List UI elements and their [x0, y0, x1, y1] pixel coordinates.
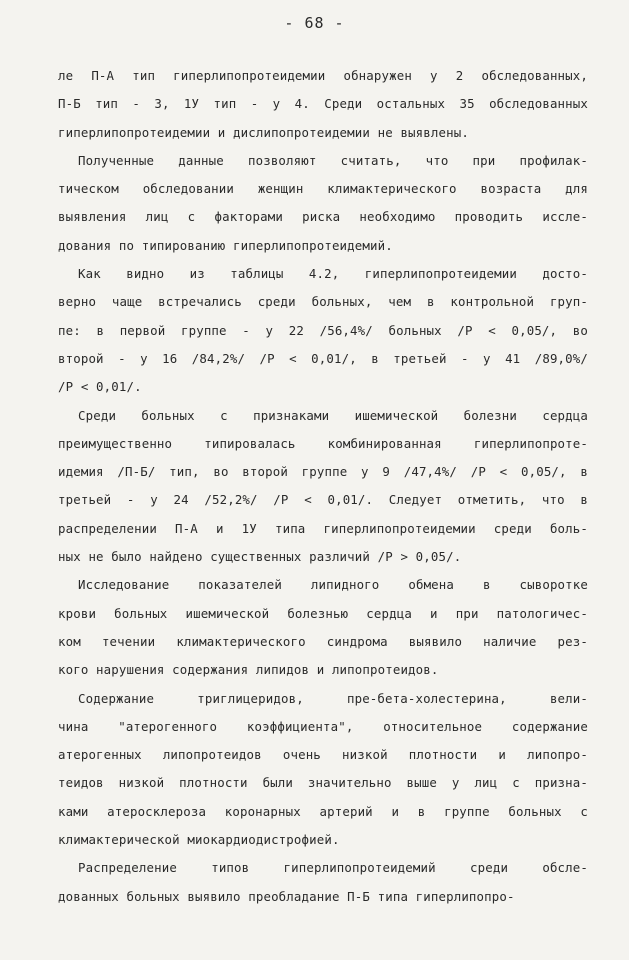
text-line: Распределение типов гиперлипопротеидемий среди обсле- [78, 860, 588, 876]
page-number: - 68 - [284, 14, 345, 32]
text-line: ком течении климактерического синдрома выявило наличие рез- [58, 633, 588, 649]
text-line: чина "атерогенного коэффициента", относительное содержание [58, 718, 588, 734]
text-line: ле П-А тип гиперлипопротеидемии обнаружен у 2 обследованных, [58, 68, 588, 83]
text-line: Исследование показателей липидного обмена в сыворотке [78, 577, 588, 593]
text-line: ных не было найдено существенных различий /Р > 0,05/. [58, 549, 462, 565]
text-line: гиперлипопротеидемии и дислипопротеидемии не выявлены. [58, 124, 469, 140]
text-line: П-Б тип - 3, 1У тип - у 4. Среди остальных 35 обследованных [58, 96, 588, 112]
text-line: тическом обследовании женщин климактерического возраста для [58, 181, 588, 197]
text-line: верно чаще встречались среди больных, чем в контрольной груп- [58, 294, 588, 310]
text-line: второй - у 16 /84,2%/ /Р < 0,01/, в третьей - у 41 /89,0%/ [58, 350, 588, 366]
text-line: крови больных ишемической болезнью сердца и при патологичес- [58, 605, 588, 621]
text-line: пе: в первой группе - у 22 /56,4%/ больных /Р < 0,05/, во [58, 322, 588, 338]
text-line: климактерической миокардиодистрофией. [58, 832, 340, 848]
text-line: кого нарушения содержания липидов и липопротеидов. [58, 662, 439, 678]
text-line: Содержание триглицеридов, пре-бета-холестерина, вели- [78, 690, 588, 706]
text-line: ками атеросклероза коронарных артерий и в группе больных с [58, 803, 588, 819]
text-line: идемия /П-Б/ тип, во второй группе у 9 /47,4%/ /Р < 0,05/, в [58, 464, 588, 480]
text-line: дованных больных выявило преобладание П-Б типа гиперлипопро- [58, 888, 515, 904]
text-line: распределении П-А и 1У типа гиперлипопротеидемии среди боль- [58, 520, 588, 536]
text-line: /Р < 0,01/. [58, 379, 142, 395]
text-line: выявления лиц с факторами риска необходимо проводить иссле- [58, 209, 588, 225]
text-line: третьей - у 24 /52,2%/ /Р < 0,01/. Следует отметить, что в [58, 492, 588, 508]
body-text [58, 62, 588, 911]
text-line: Полученные данные позволяют считать, что при профилак- [78, 152, 588, 168]
text-line: преимущественно типировалась комбинированная гиперлипопроте- [58, 435, 588, 451]
text-line: дования по типированию гиперлипопротеидемий. [58, 237, 393, 253]
text-line: Как видно из таблицы 4.2, гиперлипопротеидемии досто- [78, 266, 588, 282]
text-line: теидов низкой плотности были значительно выше у лиц с призна- [58, 775, 588, 791]
text-line: Среди больных с признаками ишемической болезни сердца [78, 407, 588, 423]
text-line: атерогенных липопротеидов очень низкой плотности и липопро- [58, 747, 588, 763]
